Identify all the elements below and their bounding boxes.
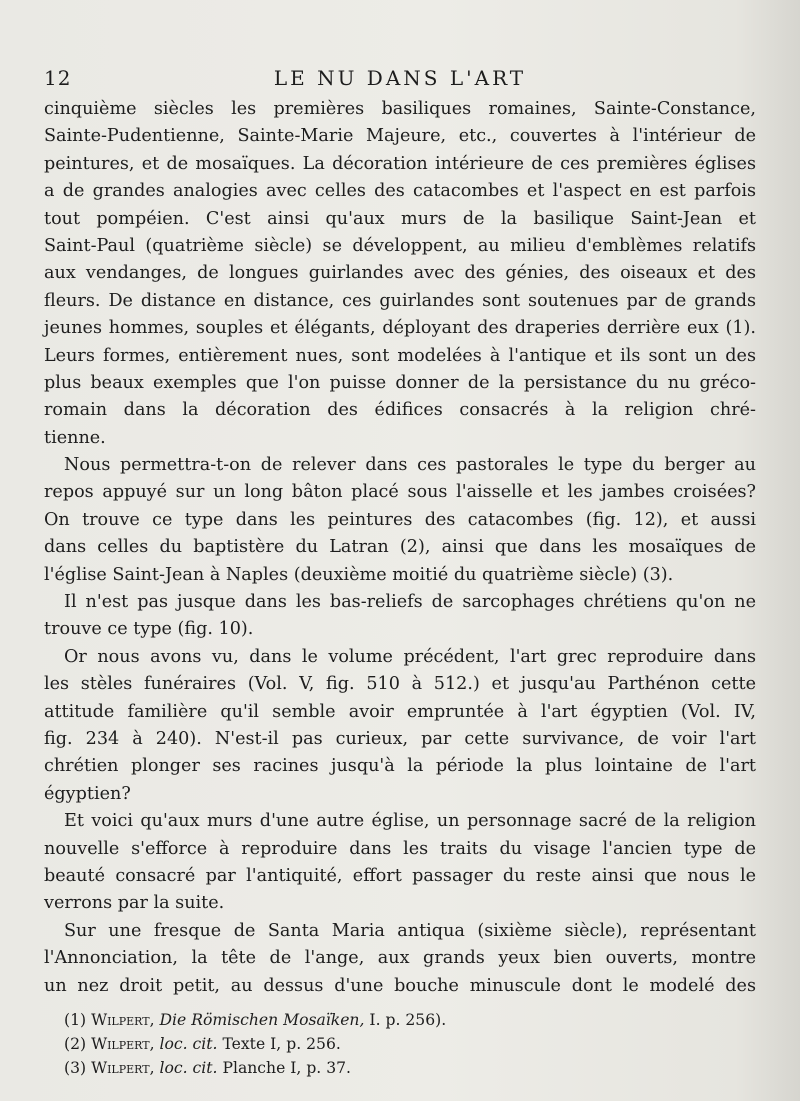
text-line: un nez droit petit, au dessus d'une bouche minuscule dont le modelé des (44, 975, 756, 996)
text-line: fleurs. De distance en distance, ces guirlandes sont soutenues par de grands (44, 290, 756, 311)
footnote-number: (1) (64, 1011, 87, 1029)
text-line: repos appuyé sur un long bâton placé sous l'aisselle et les jambes croisées? (44, 482, 756, 503)
footnote-rest: I. p. 256). (369, 1011, 447, 1029)
text-line: a de grandes analogies avec celles des catacombes et l'aspect en est parfois (44, 181, 756, 202)
text-line: Nous permettra-t-on de relever dans ces pastorales le type du berger au (64, 455, 756, 476)
text-line: l'Annonciation, la tête de l'ange, aux grands yeux bien ouverts, montre (44, 948, 756, 969)
text-line: jeunes hommes, souples et élégants, déployant des draperies derrière eux (1). (44, 318, 756, 339)
footnote-title: loc. cit. (159, 1059, 218, 1077)
footnote-title: loc. cit. (159, 1035, 218, 1053)
footnote-number: (2) (64, 1035, 87, 1053)
text-line: Or nous avons vu, dans le volume précédent, l'art grec reproduire dans (64, 646, 756, 667)
text-line: tout pompéien. C'est ainsi qu'aux murs de la basilique Saint-Jean et (44, 208, 756, 229)
footnotes (44, 1008, 756, 1080)
page-number: 12 (44, 66, 72, 90)
text-line: On trouve ce type dans les peintures des catacombes (fig. 12), et aussi (44, 509, 756, 530)
text-line: Sur une fresque de Santa Maria antiqua (sixième siècle), représentant (64, 920, 756, 941)
text-line: dans celles du baptistère du Latran (2), ainsi que dans les mosaïques de (44, 537, 756, 558)
text-line: les stèles funéraires (Vol. V, fig. 510 à 512.) et jusqu'au Parthénon cette (44, 674, 756, 695)
footnote-author: Wilpert, (91, 1035, 155, 1053)
text-line: nouvelle s'efforce à reproduire dans les traits du visage l'ancien type de (44, 838, 756, 859)
text-line: verrons par la suite. (44, 893, 225, 914)
footnote (44, 1032, 756, 1056)
text-line: Et voici qu'aux murs d'une autre église, un personnage sacré de la religion (64, 811, 756, 832)
text-line: fig. 234 à 240). N'est-il pas curieux, par cette survivance, de voir l'art (44, 728, 756, 749)
footnote-rest: Planche I, p. 37. (222, 1059, 352, 1077)
text-line: Saint-Paul (quatrième siècle) se développent, au milieu d'emblèmes relatifs (44, 235, 756, 256)
text-line: Il n'est pas jusque dans les bas-reliefs de sarcophages chrétiens qu'on ne (64, 592, 756, 613)
footnote-author: Wilpert, (91, 1011, 155, 1029)
footnote-author: Wilpert, (91, 1059, 155, 1077)
text-line: peintures, et de mosaïques. La décoration intérieure de ces premières églises (44, 153, 756, 174)
body-text (44, 96, 756, 1000)
text-line: romain dans la décoration des édifices consacrés à la religion chré- (44, 400, 756, 421)
footnote-rest: Texte I, p. 256. (222, 1035, 341, 1053)
text-line: plus beaux exemples que l'on puisse donner de la persistance du nu gréco- (44, 372, 756, 393)
text-line: tienne. (44, 427, 106, 448)
text-line: trouve ce type (fig. 10). (44, 619, 254, 640)
running-title: LE NU DANS L'ART (273, 66, 527, 90)
page-header (44, 66, 756, 96)
footnote (44, 1056, 756, 1080)
footnote-number: (3) (64, 1059, 87, 1077)
text-line: égyptien? (44, 783, 131, 804)
text-line: cinquième siècles les premières basiliques romaines, Sainte-Constance, (44, 99, 756, 119)
text-line: beauté consacré par l'antiquité, effort passager du reste ainsi que nous le (44, 865, 756, 886)
text-line: chrétien plonger ses racines jusqu'à la période la plus lointaine de l'art (44, 756, 756, 777)
text-line: attitude familière qu'il semble avoir empruntée à l'art égyptien (Vol. IV, (44, 701, 756, 722)
text-line: l'église Saint-Jean à Naples (deuxième moitié du quatrième siècle) (3). (44, 564, 674, 585)
footnote (44, 1008, 756, 1032)
footnote-title: Die Römischen Mosaïken, (159, 1011, 365, 1029)
text-line: aux vendanges, de longues guirlandes avec des génies, des oiseaux et des (44, 263, 756, 284)
text-line: Sainte-Pudentienne, Sainte-Marie Majeure, etc., couvertes à l'intérieur de (44, 126, 756, 147)
text-line: Leurs formes, entièrement nues, sont modelées à l'antique et ils sont un des (44, 345, 756, 366)
